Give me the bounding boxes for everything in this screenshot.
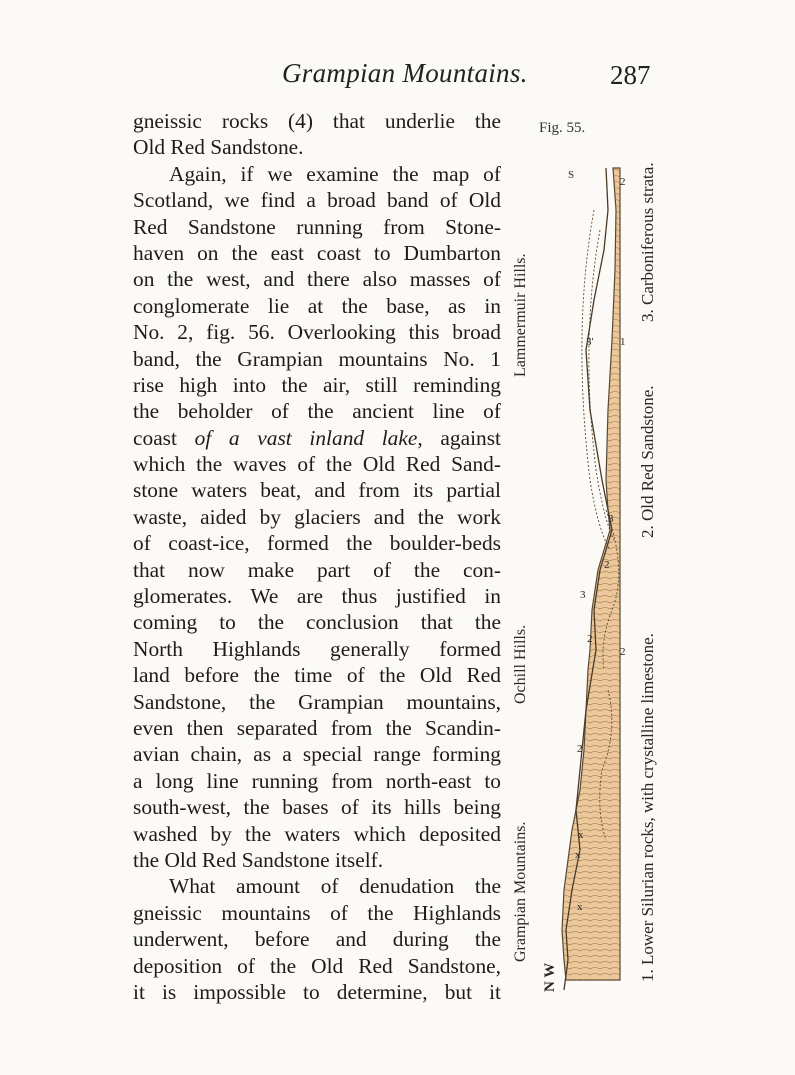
strata-mark: 2 — [620, 646, 626, 658]
legend-item-2: 2. Old Red Sandstone. — [638, 385, 657, 538]
text-line: Again, if we examine the map of — [169, 161, 501, 186]
text-line: gneissic rocks (4) that underlie the — [133, 109, 501, 133]
text-line: rise high into the air, still reminding — [133, 372, 501, 397]
strata-mark: 2 — [577, 743, 583, 755]
body-text — [133, 108, 501, 1005]
text-line: of coast-ice, formed the boulder-beds — [133, 531, 501, 556]
text-line: haven on the east coast to Dumbarton — [133, 240, 501, 265]
text-line: avian chain, as a special range forming — [133, 742, 501, 767]
text-line: it is impossible to determine, but it — [133, 979, 501, 1004]
hill-label-ochill: Ochill Hills. — [512, 624, 529, 704]
text-line: glomerates. We are thus justified in — [133, 584, 501, 609]
strata-hatching — [562, 168, 620, 980]
strata-mark: 2 — [587, 633, 593, 645]
text-line — [133, 425, 501, 451]
text-line: Sandstone, the Grampian mountains, — [133, 689, 501, 714]
text-line: Scotland, we find a broad band of Old — [133, 188, 501, 213]
text-line: waste, aided by glaciers and the work — [133, 504, 501, 529]
text-line: washed by the waters which deposited — [133, 821, 501, 846]
running-head: Grampian Mountains. — [282, 58, 528, 88]
text-line: land before the time of the Old Red — [133, 663, 501, 688]
legend-item-1: 1. Lower Silurian rocks, with crystalline limestone. — [638, 633, 657, 982]
text-line: Old Red Sandstone. — [133, 135, 304, 160]
text-line: even then separated from the Scandin- — [133, 715, 501, 740]
figure-label: Fig. 55. — [539, 120, 586, 136]
text-line: that now make part of the con- — [133, 557, 501, 582]
italic-phrase: of a vast inland lake — [194, 425, 418, 450]
strata-mark: 2 — [620, 176, 626, 188]
text-line: deposition of the Old Red Sandstone, — [133, 953, 501, 978]
strata-mark: x — [578, 829, 584, 841]
legend-item-3: 3. Carboniferous strata. — [638, 162, 657, 322]
geological-section-figure — [520, 150, 630, 995]
text-line: No. 2, fig. 56. Overlooking this broad — [133, 320, 501, 345]
strata-mark: 3 — [608, 513, 614, 525]
text-line: which the waves of the Old Red Sand- — [133, 452, 501, 477]
text-line: gneissic mountains of the Highlands — [133, 900, 501, 925]
strata-mark: S — [568, 169, 575, 181]
text-line: a long line running from north-east to — [133, 768, 501, 793]
hill-label-grampian: Grampian Mountains. — [512, 821, 529, 962]
text-line: the Old Red Sandstone itself. — [133, 847, 384, 872]
strata-mark: 3 — [580, 589, 586, 601]
strata-mark: x — [575, 849, 581, 861]
text-line: What amount of denudation the — [169, 874, 501, 899]
strata-mark: x — [577, 901, 583, 913]
text-line: conglomerate lie at the base, as in — [133, 293, 501, 318]
text-line: south-west, the bases of its hills being — [133, 795, 501, 820]
strata-mark: 1 — [620, 336, 626, 348]
text-line: stone waters beat, and from its partial — [133, 478, 501, 503]
text-line: on the west, and there also masses of — [133, 267, 501, 292]
text-line: North Highlands generally formed — [133, 636, 501, 661]
text-line: the beholder of the ancient line of — [133, 399, 501, 424]
text-line: Red Sandstone running from Stone- — [133, 214, 501, 239]
text-line: band, the Grampian mountains No. 1 — [133, 346, 501, 371]
page-number: 287 — [610, 60, 651, 90]
text-fragment: coast — [133, 425, 195, 450]
text-fragment: , against — [417, 425, 501, 450]
text-line: coming to the conclusion that the — [133, 610, 501, 635]
text-line: underwent, before and during the — [133, 927, 501, 952]
direction-label: N W — [542, 962, 558, 992]
strata-mark: 3' — [586, 336, 594, 348]
hill-label-lammermuir: Lammermuir Hills. — [512, 253, 529, 377]
strata-mark: 2 — [604, 559, 610, 571]
